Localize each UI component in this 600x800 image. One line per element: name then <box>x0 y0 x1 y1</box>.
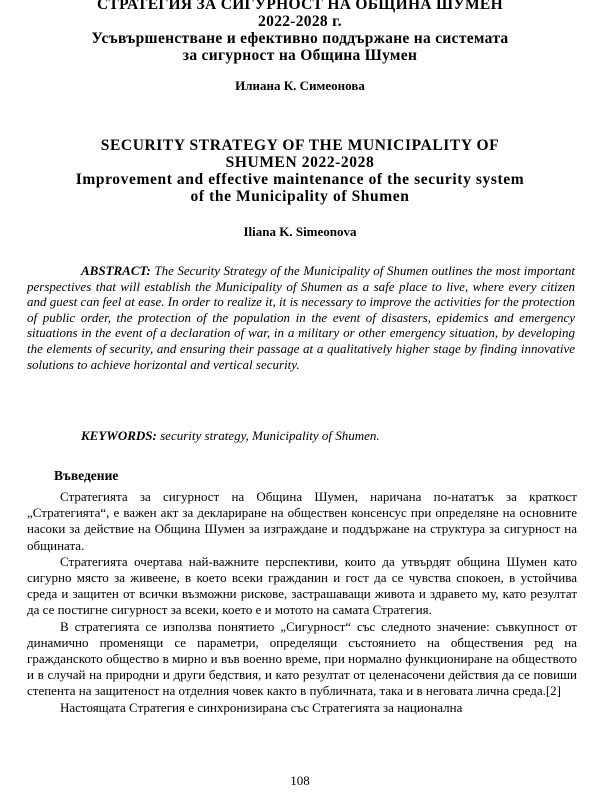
section-heading-introduction: Въведение <box>54 468 119 483</box>
author-name-english: Iliana K. Simeonova <box>243 224 357 239</box>
body-paragraph: Стратегията за сигурност на Община Шумен, наричана по-нататък за краткост „Стратегията“, е важен акт за деклариране на обществен консенсус при определяне на основните насоки за действие на Община Шумен за изграждане и поддържане на структура за сигурност на общината. <box>27 489 577 553</box>
english-subtitle-line: Improvement and effective maintenance of the security system <box>75 171 525 188</box>
abstract-label: ABSTRACT: <box>81 263 151 278</box>
bulgarian-subtitle-line: за сигурност на Община Шумен <box>182 47 418 64</box>
bulgarian-title-line: СТРАТЕГИЯ ЗА СИГУРНОСТ НА ОБЩИНА ШУМЕН <box>97 0 503 13</box>
bulgarian-subtitle-line: Усъвършенстване и ефективно поддържане на системата <box>91 30 509 47</box>
page-number: 108 <box>290 773 310 788</box>
body-paragraph: Стратегията очертава най-важните перспективи, които да утвърдят община Шумен като сигурно място за живеене, в което всеки гражданин и гост да се чувства спокоен, в устойчива среда и защитен от всички възможни рискове, застрашаващи живота и здравето му, като резултат да се постигне сигурност за всеки, което е и мотото на самата Стратегия. <box>27 553 577 618</box>
english-title-line: SECURITY STRATEGY OF THE MUNICIPALITY OF <box>100 137 500 154</box>
body-paragraph: Настоящата Стратегия е синхронизирана със Стратегията за национална <box>60 699 463 715</box>
english-subtitle-line: of the Municipality of Shumen <box>190 188 410 205</box>
keywords <box>81 428 581 444</box>
author-name-bulgarian: Илиана К. Симеонова <box>235 78 365 93</box>
body-text <box>27 489 577 716</box>
bulgarian-title-block <box>0 0 600 64</box>
bulgarian-title-line: 2022-2028 г. <box>258 13 342 30</box>
keywords-label: KEYWORDS: <box>81 428 157 443</box>
english-title-block <box>0 137 600 205</box>
keywords-text: security strategy, Municipality of Shumen. <box>156 428 380 443</box>
abstract <box>27 263 575 372</box>
body-paragraph: В стратегията се използва понятието „Сигурност“ със следното значение: съвкупност от динамично променящи се параметри, определящи състоянието на обществения ред на гражданското общество в мирно и във военно време, при нормално функциониране на обществото и в случай на природни и други бедствия, и като резултат от целенасочени действия да се повиши степента на защитеност на отделния човек както в публичната, така и в неговата лична среда.[2] <box>27 618 577 699</box>
abstract-text: The Security Strategy of the Municipality of Shumen outlines the most important perspectives that will establish the Municipality of Shumen as a safe place to live, where every citizen and guest can feel at ease. In order to realize it, it is necessary to improve the activities for the protection of public order, the protection of the population in the event of disasters, epidemics and emergency situations in the event of a declaration of war, in a military or other emergency situation, by developing the elements of security, and ensuring their passage at a qualitatively higher stage by finding innovative solutions to achieve horizontal and vertical security. <box>27 263 575 372</box>
english-title-line: SHUMEN 2022-2028 <box>225 154 375 171</box>
